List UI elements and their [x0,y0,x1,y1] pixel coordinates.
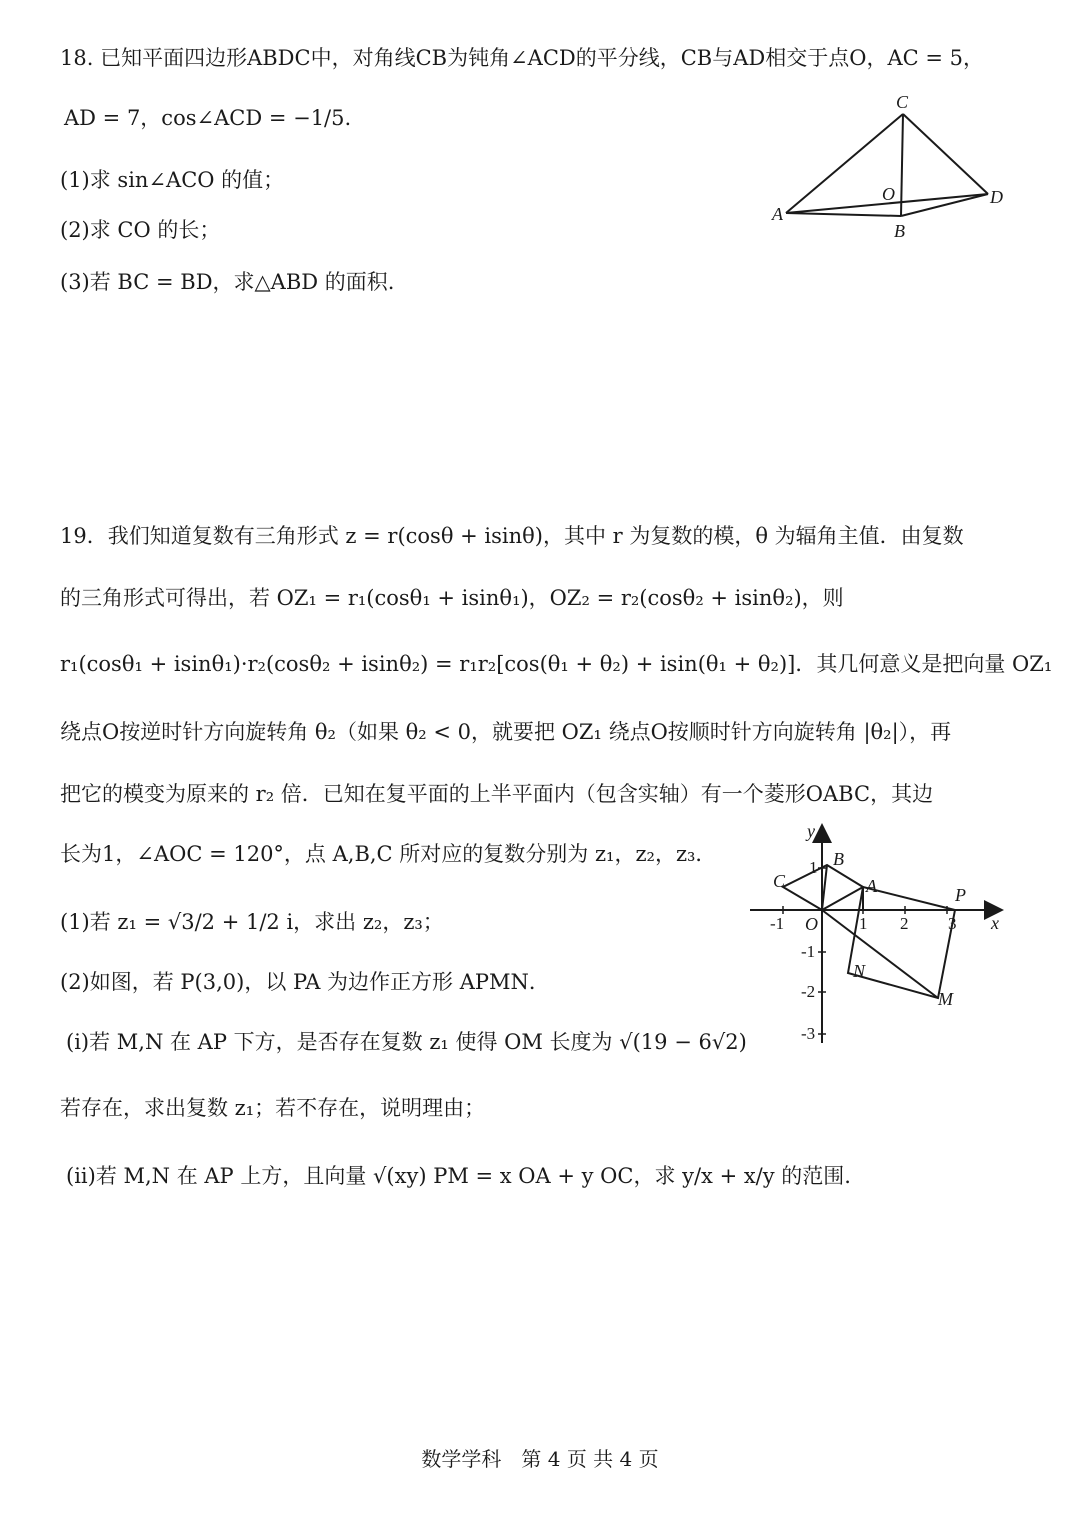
label-B: B [894,221,905,241]
problem-19-question-1: (1)若 z₁ = √3/2 + 1/2 i，求出 z₂，z₃； [60,910,444,934]
y-tick-label-neg3: -3 [801,1024,816,1043]
label-D: D [990,187,1003,207]
segment-OM [822,910,938,998]
problem-18-question-3: (3)若 BC = BD，求△ABD 的面积. [60,270,395,294]
problem-19-line-4: 绕点O按逆时针方向旋转角 θ₂（如果 θ₂ < 0，就要把 OZ₁ 绕点O按顺时针方向旋转角 |θ₂|），再 [60,720,952,744]
problem-19-question-2: (2)如图，若 P(3,0)，以 PA 为边作正方形 APMN． [60,970,550,994]
problem-19-question-2i-continued: 若存在，求出复数 z₁；若不存在，说明理由； [60,1096,486,1120]
page-footer: 数学学科 第 4 页 共 4 页 [421,1447,659,1471]
x-tick-label-2: 2 [900,914,909,933]
segment-AB [786,213,901,216]
point-label-C: C [773,871,786,891]
y-tick-label-neg1: -1 [801,942,816,961]
label-O: O [882,184,895,204]
x-tick-label-3: 3 [948,914,957,933]
quadrilateral-figure [760,88,1050,248]
complex-plane-figure [745,815,1030,1055]
problem-19-question-2ii: (ii)若 M,N 在 AP 上方，且向量 √(xy) PM = x OA + y OC，求 y/x + x/y 的范围. [66,1164,851,1188]
problem-18-line-2: AD = 7，cos∠ACD = −1/5. [64,106,352,130]
problem-19-line-2: 的三角形式可得出，若 OZ₁ = r₁(cosθ₁ + isinθ₁)，OZ₂ = r₂(cosθ₂ + isinθ₂)，则 [60,586,844,610]
problem-18-question-1: (1)求 sin∠ACO 的值； [60,168,285,192]
segment-CB [901,114,903,216]
point-label-P: P [955,885,966,905]
axis-label-y: y [807,821,815,841]
problem-19-line-6: 长为1，∠AOC = 120°，点 A,B,C 所对应的复数分别为 z₁，z₂，z₃． [60,842,717,866]
label-A: A [772,204,783,224]
x-tick-label-neg1: -1 [770,914,785,933]
segment-CD [903,114,988,194]
problem-18-question-2: (2)求 CO 的长； [60,218,221,242]
problem-19-line-3: r₁(cosθ₁ + isinθ₁)·r₂(cosθ₂ + isinθ₂) = r₁r₂[cos(θ₁ + θ₂) + isin(θ₁ + θ₂)]．其几何意义是把向量 OZ₁ [60,652,1053,676]
problem-19-line-1: 19．我们知道复数有三角形式 z = r(cosθ + isinθ)，其中 r 为复数的模，θ 为辐角主值．由复数 [60,524,964,548]
point-label-N: N [853,961,866,981]
problem-18-line-1: 18. 已知平面四边形ABDC中，对角线CB为钝角∠ACD的平分线，CB与AD相交于点O，AC = 5， [60,46,984,70]
origin-label-O: O [805,914,818,934]
axis-label-x: x [991,913,999,933]
label-C: C [896,92,909,112]
problem-19-line-5: 把它的模变为原来的 r₂ 倍．已知在复平面的上半平面内（包含实轴）有一个菱形OABC，其边 [60,782,934,806]
y-tick-label-1: 1 [809,858,818,877]
point-label-M: M [938,989,953,1009]
problem-19-question-2i: (i)若 M,N 在 AP 下方，是否存在复数 z₁ 使得 OM 长度为 √(19 − 6√2) [66,1030,747,1054]
point-label-A: A [866,876,877,896]
point-label-B: B [833,849,844,869]
x-tick-label-1: 1 [859,914,868,933]
y-tick-label-neg2: -2 [801,982,816,1001]
